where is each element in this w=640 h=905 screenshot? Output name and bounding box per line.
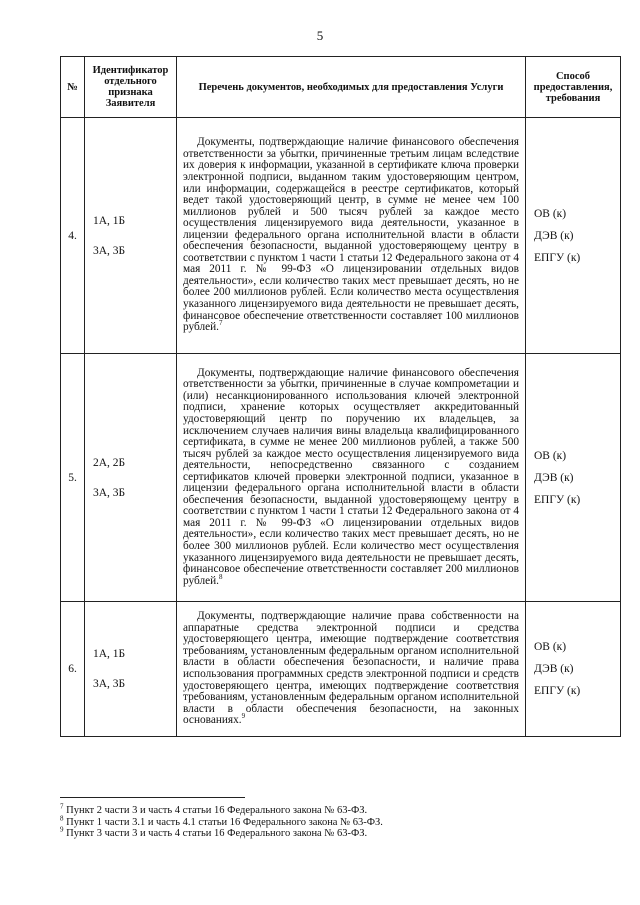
document-text: Документы, подтверждающие наличие финансового обеспечения ответственности за убытки, причиненные третьим лицам вследствие их доверия к информации, указанной в сертификате ключа проверки электронной подписи, выданном таким удостоверяющим центром, или информации, содержащейся в реестре сертификатов, который ведет такой удостоверяющий центр, в сумме не менее чем 100 миллионов рублей и 500 тысяч рублей за каждое место осуществления лицензируемого вида деятельности, указанное в лицензии федерального органа исполнительной власти в области обеспечения безопасности, выданной удостоверяющему центру в соответствии с пунктом 1 части 1 статьи 12 Федерального закона от 4 мая 2011 г. № 99-ФЗ «О лицензировании отдельных видов деятельности», если количество таких мест превышает десять, но не более 200 миллионов рублей. Если количество места осуществления указанного лицензируемого вида деятельности не превышает десять, финансовое обеспечение ответственности составляет 100 миллионов рублей. [183, 136, 519, 334]
identifier-value: 1А, 1Б [93, 648, 126, 660]
row-documents [177, 118, 526, 354]
method-value: ДЭВ (к) [534, 229, 574, 242]
header-documents: Перечень документов, необходимых для предоставления Услуги [177, 57, 526, 118]
row-documents [177, 602, 526, 737]
footnote-ref: 8 [219, 572, 223, 581]
method-value: ОВ (к) [534, 207, 567, 220]
row-identifiers [85, 118, 177, 354]
method-value: ЕПГУ (к) [534, 251, 581, 264]
footnote [60, 802, 383, 817]
identifier-value: 3А, 3Б [93, 678, 126, 690]
row-identifiers [85, 354, 177, 602]
method-value: ДЭВ (к) [534, 471, 574, 484]
method-value: ЕПГУ (к) [534, 493, 581, 506]
footnote-ref: 7 [219, 319, 223, 328]
footnote-mark: 8 [60, 814, 64, 823]
row-number: 5. [61, 354, 85, 602]
footnotes [60, 802, 383, 840]
table-row-6 [61, 602, 621, 737]
footnote-ref: 9 [241, 712, 246, 721]
method-value: ЕПГУ (к) [534, 685, 581, 697]
header-identifier: Идентификатор отдельного признака Заявителя [85, 57, 177, 118]
method-value: ДЭВ (к) [534, 663, 574, 675]
table-row-5 [61, 354, 621, 602]
document-text: Документы, подтверждающие наличие права собственности на аппаратные средства электронной подписи и средства удостоверяющего центра, имеющие подтверждение соответствия требованиям, установленным федеральным органом исполнительной власти в области обеспечения безопасности, и наличие права использования программных средств электронной подписи и средств удостоверяющего центра, имеющих подтверждение соответствия требованиям, установленным федеральным органом исполнительной власти в области обеспечения безопасности, на законных основаниях. [183, 610, 519, 727]
identifier-value: 3А, 3Б [93, 244, 126, 257]
footnote-mark: 7 [60, 802, 64, 811]
row-documents [177, 354, 526, 602]
footnote [60, 825, 383, 840]
identifier-value: 1А, 1Б [93, 214, 126, 227]
header-method: Способ предоставления, требования [526, 57, 621, 118]
row-number: 6. [61, 602, 85, 737]
identifier-value: 2А, 2Б [93, 456, 126, 469]
method-value: ОВ (к) [534, 449, 567, 462]
table-row-4 [61, 118, 621, 354]
footnote-text: Пункт 3 части 3 и часть 4 статьи 16 Федерального закона № 63-ФЗ. [66, 828, 368, 840]
footnote-text: Пункт 1 части 3.1 и часть 4.1 статьи 16 Федерального закона № 63-ФЗ. [66, 816, 383, 828]
row-methods [526, 118, 621, 354]
row-identifiers [85, 602, 177, 737]
identifier-value: 3А, 3Б [93, 486, 126, 499]
table-header-row [61, 57, 621, 118]
row-methods [526, 602, 621, 737]
row-number: 4. [61, 118, 85, 354]
row-methods [526, 354, 621, 602]
page-number: 5 [316, 28, 324, 43]
footnote-separator [60, 797, 245, 798]
documents-table [60, 56, 621, 737]
footnote-mark: 9 [60, 825, 64, 834]
document-text: Документы, подтверждающие наличие финансового обеспечения ответственности за убытки, причиненные в случае компрометации и (или) несанкционированного использования ключей электронной подписи, хранение которых осуществляет аккредитованный удостоверяющий центр по поручению их владельцев, за исключением случаев наличия вины владельца квалифицированного сертификата, в сумме не менее 200 миллионов рублей, а также 500 тысяч рублей за каждое место осуществления лицензируемого вида деятельности, непосредственно связанного с созданием сертификатов ключей проверки электронной подписи, указанное в лицензии федерального органа исполнительной власти в области обеспечения безопасности, выданной удостоверяющему центру в соответствии с пунктом 1 части 1 статьи 12 Федерального закона от 4 мая 2011 г. № 99-ФЗ «О лицензировании отдельных видов деятельности», если количество таких мест превышает десять, но не более 300 миллионов рублей. Если количество мест осуществления указанного лицензируемого вида деятельности не превышает десять, финансовое обеспечение ответственности составляет 200 миллионов рублей. [183, 366, 519, 587]
footnote [60, 814, 383, 829]
footnote-text: Пункт 2 части 3 и часть 4 статьи 16 Федерального закона № 63-ФЗ. [66, 805, 368, 816]
header-num: № [61, 57, 85, 118]
method-value: ОВ (к) [534, 641, 567, 653]
